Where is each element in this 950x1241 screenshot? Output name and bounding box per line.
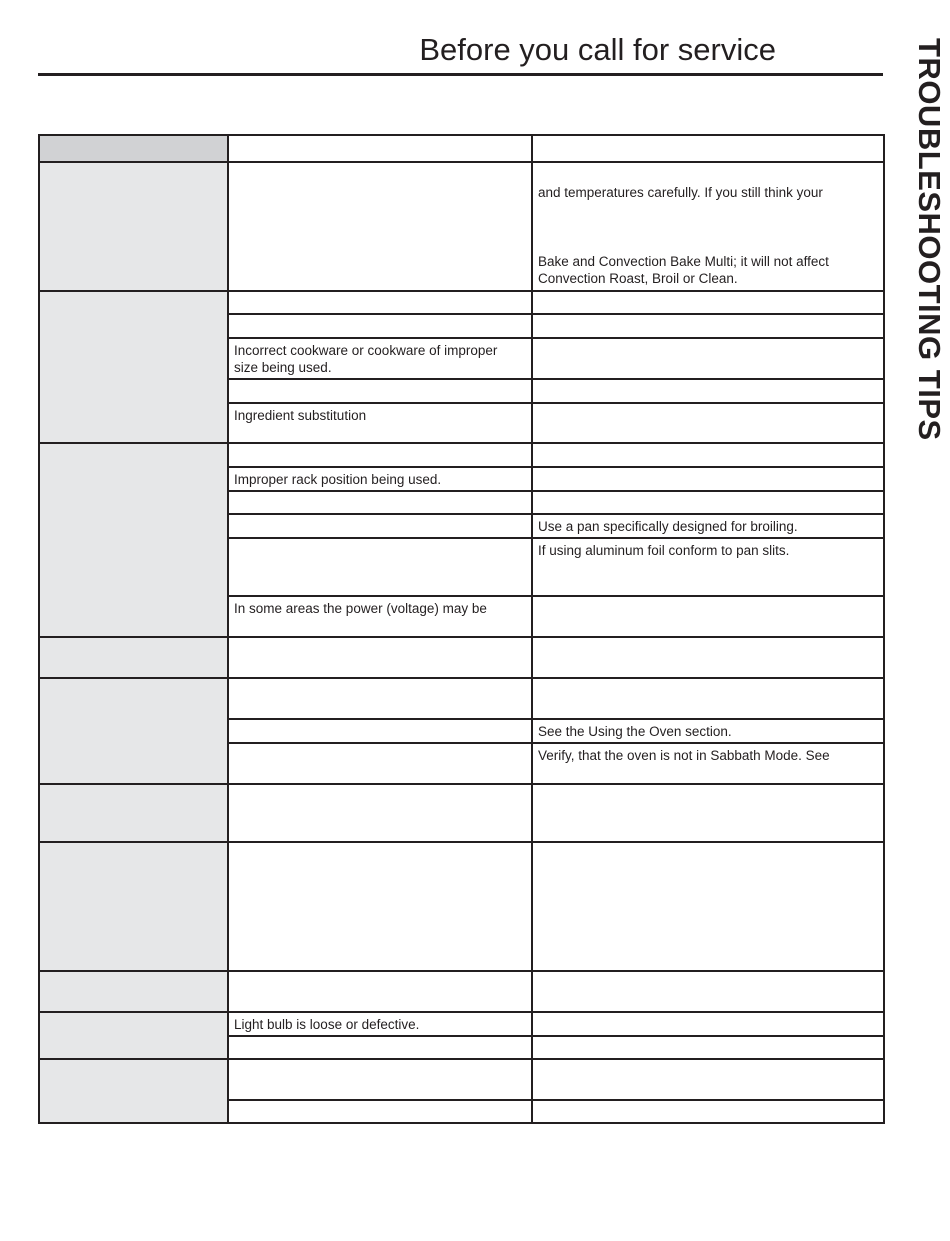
cause-cell — [228, 162, 532, 291]
fix-cell — [532, 596, 884, 637]
cause-cell — [228, 1100, 532, 1123]
cause-cell — [228, 1059, 532, 1100]
cause-cell — [228, 443, 532, 467]
fix-cell — [532, 403, 884, 443]
cause-cell — [228, 491, 532, 514]
problem-cell — [39, 784, 228, 842]
fix-cell — [532, 784, 884, 842]
table-row — [39, 1059, 884, 1100]
fix-cell — [532, 314, 884, 338]
fix-cell — [532, 842, 884, 971]
fix-cell — [532, 162, 884, 291]
table-row — [39, 678, 884, 719]
cause-cell — [228, 514, 532, 538]
fix-cell — [532, 443, 884, 467]
cause-cell — [228, 784, 532, 842]
fix-cell — [532, 1012, 884, 1036]
problem-cell — [39, 1012, 228, 1059]
cause-cell — [228, 971, 532, 1012]
problem-cell — [39, 291, 228, 443]
fix-text: and temperatures carefully. If you still think your — [538, 185, 823, 200]
header-fix-cell — [532, 135, 884, 162]
table-row — [39, 1012, 884, 1036]
title-divider — [38, 73, 883, 76]
cause-cell — [228, 379, 532, 403]
fix-cell — [532, 291, 884, 314]
cause-cell — [228, 1036, 532, 1059]
table-row — [39, 637, 884, 678]
problem-cell — [39, 1059, 228, 1123]
table-row — [39, 784, 884, 842]
fix-cell — [532, 491, 884, 514]
fix-cell — [532, 467, 884, 491]
table-row — [39, 971, 884, 1012]
fix-cell — [532, 971, 884, 1012]
fix-cell — [532, 338, 884, 379]
cause-text: Improper rack position being used. — [234, 472, 442, 487]
fix-cell — [532, 1100, 884, 1123]
fix-cell — [532, 514, 884, 538]
header-problem-cell — [39, 135, 228, 162]
troubleshooting-table — [38, 134, 885, 1124]
section-tab-troubleshooting-tips: TROUBLESHOOTING TIPS — [912, 38, 947, 441]
cause-cell — [228, 1012, 532, 1036]
fix-cell — [532, 538, 884, 596]
problem-cell — [39, 443, 228, 637]
cause-cell — [228, 719, 532, 743]
fix-text: Verify, that the oven is not in Sabbath Mode. See — [538, 748, 830, 763]
table-row — [39, 291, 884, 314]
cause-cell — [228, 538, 532, 596]
header-cause-cell — [228, 135, 532, 162]
cause-cell — [228, 596, 532, 637]
table-header-row — [39, 135, 884, 162]
cause-cell — [228, 467, 532, 491]
table-row — [39, 842, 884, 971]
fix-text: Bake and Convection Bake Multi; it will not affect Convection Roast, Broil or Clean. — [538, 254, 829, 286]
fix-text: Use a pan specifically designed for broiling. — [538, 519, 798, 534]
cause-text: Incorrect cookware or cookware of improper size being used. — [234, 343, 498, 375]
cause-cell — [228, 743, 532, 784]
fix-text: If using aluminum foil conform to pan slits. — [538, 543, 790, 558]
fix-cell — [532, 678, 884, 719]
fix-cell — [532, 719, 884, 743]
page-title: Before you call for service — [419, 32, 776, 67]
problem-cell — [39, 678, 228, 784]
fix-cell — [532, 637, 884, 678]
cause-cell — [228, 678, 532, 719]
table-row — [39, 162, 884, 291]
fix-cell — [532, 743, 884, 784]
cause-text: Light bulb is loose or defective. — [234, 1017, 420, 1032]
problem-cell — [39, 842, 228, 971]
cause-cell — [228, 842, 532, 971]
fix-text: See the Using the Oven section. — [538, 724, 732, 739]
problem-cell — [39, 162, 228, 291]
problem-cell — [39, 971, 228, 1012]
cause-cell — [228, 403, 532, 443]
cause-cell — [228, 314, 532, 338]
cause-cell — [228, 338, 532, 379]
cause-cell — [228, 637, 532, 678]
fix-cell — [532, 379, 884, 403]
table-row — [39, 443, 884, 467]
cause-cell — [228, 291, 532, 314]
cause-text: Ingredient substitution — [234, 408, 367, 423]
fix-cell — [532, 1036, 884, 1059]
problem-cell — [39, 637, 228, 678]
fix-cell — [532, 1059, 884, 1100]
cause-text: In some areas the power (voltage) may be — [234, 601, 487, 616]
